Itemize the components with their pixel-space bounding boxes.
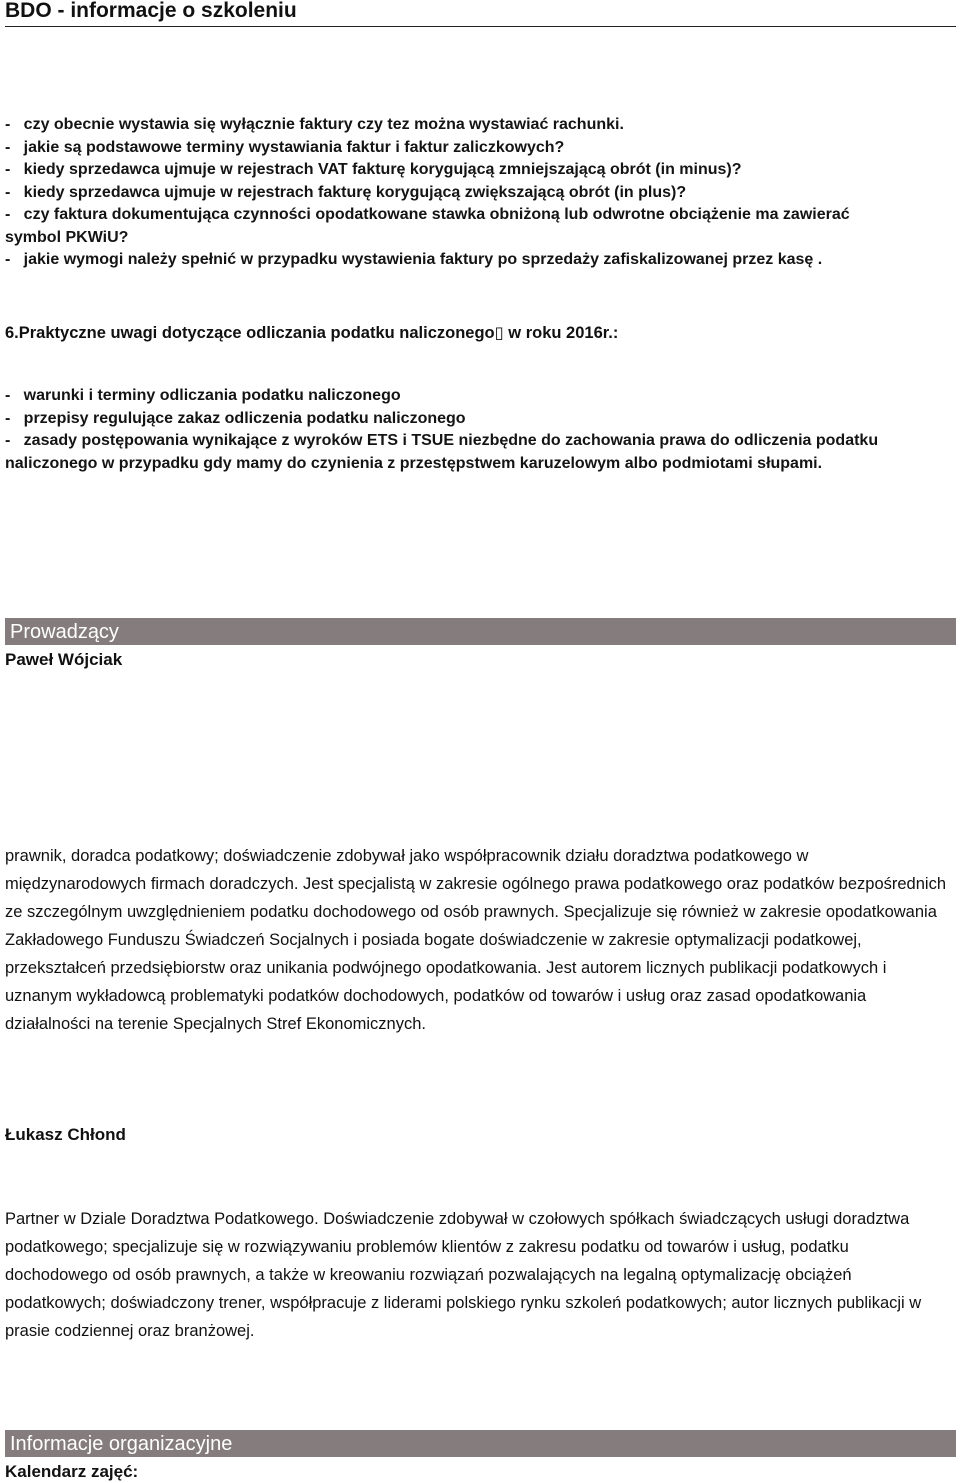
questions-list [5, 114, 956, 272]
section-header-informacje [5, 1430, 956, 1457]
page-title: BDO - informacje o szkoleniu [5, 0, 297, 22]
list-item: - czy faktura dokumentująca czynności opodatkowane stawka obniżoną lub odwrotne obciążenie ma zawierać [5, 206, 850, 223]
person-name: Paweł Wójciak [5, 650, 123, 669]
list-item: - jakie są podstawowe terminy wystawiania faktur i faktur zaliczkowych? [5, 138, 565, 156]
section-6-list [5, 385, 956, 475]
section-title: Informacje organizacyjne [10, 1433, 233, 1455]
list-item: - czy obecnie wystawia się wyłącznie faktury czy tez można wystawiać rachunki. [5, 116, 624, 133]
list-item: naliczonego w przypadku gdy mamy do czynienia z przestępstwem karuzelowym albo podmiotami słupami. [5, 454, 823, 472]
page-header [5, 0, 956, 27]
person-name: Łukasz Chłond [5, 1125, 126, 1144]
list-item: - warunki i terminy odliczania podatku naliczonego [5, 387, 401, 404]
section-header-prowadzacy [5, 618, 956, 645]
list-item: - kiedy sprzedawca ujmuje w rejestrach fakturę korygującą zwiększającą obrót (in plus)? [5, 183, 687, 201]
list-item: - jakie wymogi należy spełnić w przypadku wystawienia faktury po sprzedaży zafiskalizowanej przez kasę . [5, 251, 823, 268]
list-item: - zasady postępowania wynikające z wyroków ETS i TSUE niezbędne do zachowania prawa do odliczenia podatku [5, 432, 879, 449]
person-bio: Partner w Dziale Doradztwa Podatkowego. Doświadczenie zdobywał w czołowych spółkach świadczących usługi doradztwa podatkowego; specjalizuje się w rozwiązywaniu problemów klientów z zakresu podatku od towarów i usług, podatku dochodowego od osób prawnych, a także w kreowaniu rozwiązań pozwalających na legalną optymalizację obciążeń podatkowych; doświadczony trener, współpracuje z liderami polskiego rynku szkoleń podatkowych; autor licznych publikacji w prasie codziennej oraz branżowej. [5, 1210, 922, 1340]
list-item: - kiedy sprzedawca ujmuje w rejestrach VAT fakturę korygującą zmniejszającą obrót (in minus)? [5, 161, 742, 178]
person-bio: prawnik, doradca podatkowy; doświadczenie zdobywał jako współpracownik działu doradztwa podatkowego w międzynarodowych firmach doradczych. Jest specjalistą w zakresie ogólnego prawa podatkowego oraz podatków bezpośrednich ze szczególnym uwzględnieniem podatku dochodowego od osób prawnych. Specjalizuje się również w zakresie opodatkowania Zakładowego Funduszu Świadczeń Socjalnych i posiada bogate doświadczenie w zakresie optymalizacji podatkowej, przekształceń przedsiębiorstw oraz unikania podwójnego opodatkowania. Jest autorem licznych publikacji podatkowych i uznanym wykładowcą problematyki podatków dochodowych, podatków od towarów i usług oraz zasad opodatkowania działalności na terenie Specjalnych Stref Ekonomicznych. [5, 847, 947, 1033]
section-title: Prowadzący [10, 621, 119, 643]
list-item: symbol PKWiU? [5, 228, 129, 246]
list-item: - przepisy regulujące zakaz odliczenia podatku naliczonego [5, 409, 466, 427]
section-6-heading: 6.Praktyczne uwagi dotyczące odliczania podatku naliczonego▯ w roku 2016r.: [5, 324, 619, 342]
calendar-label: Kalendarz zajęć: [5, 1462, 139, 1481]
